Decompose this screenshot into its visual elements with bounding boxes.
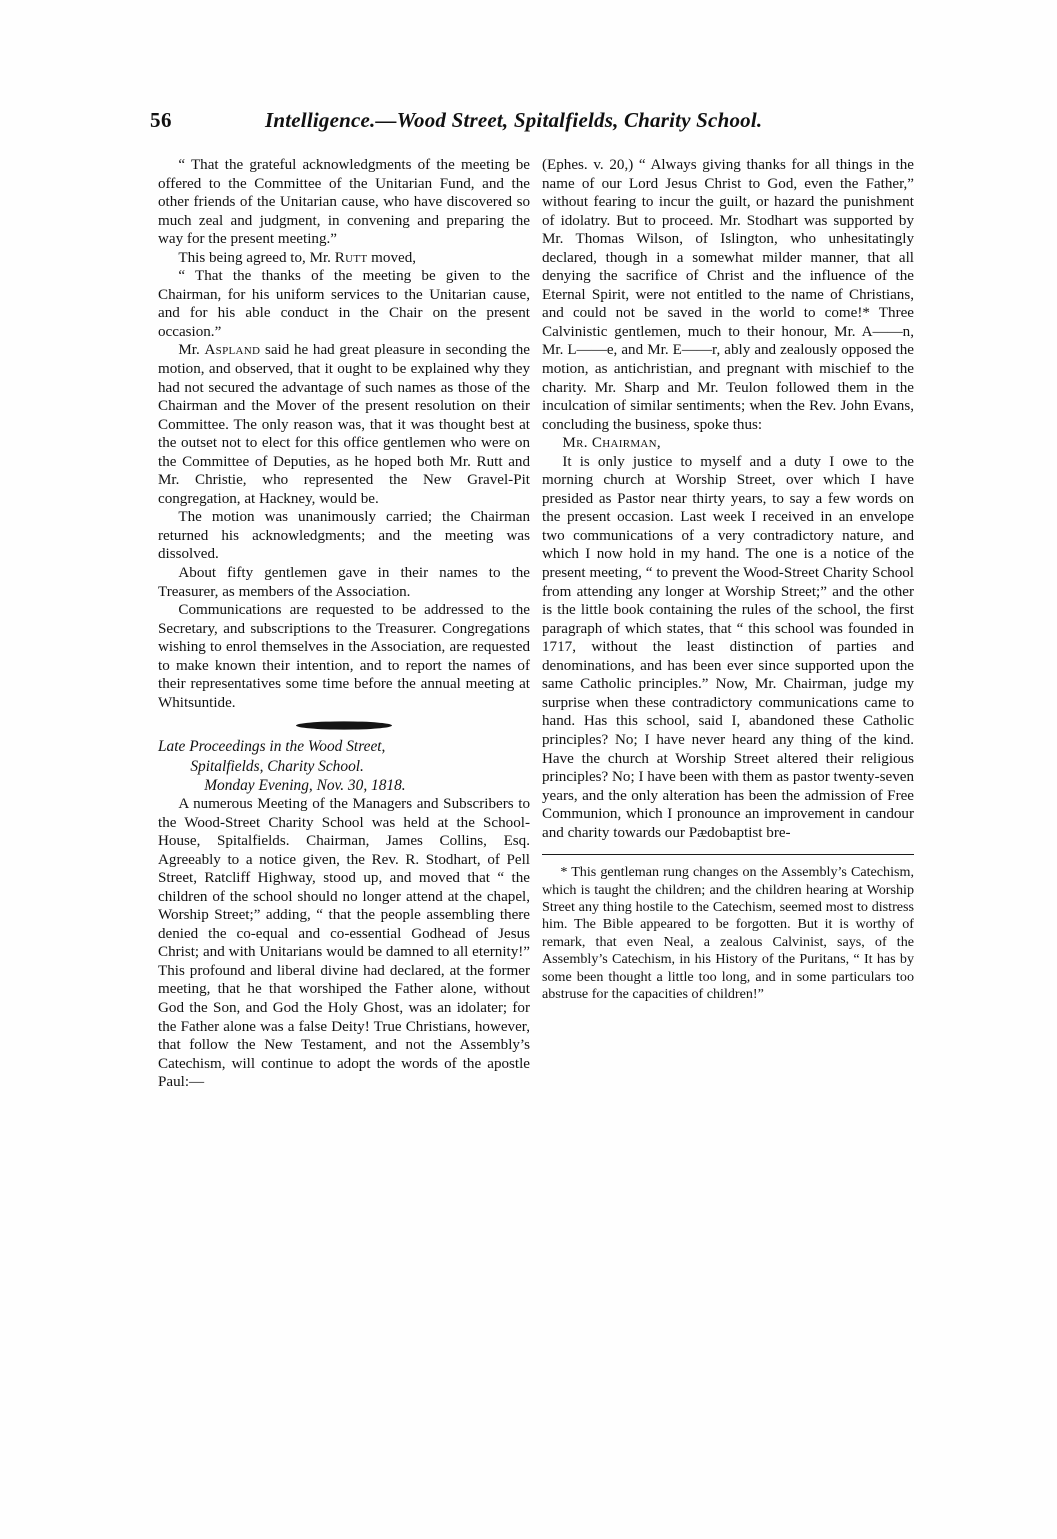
paragraph: (Ephes. v. 20,) “ Always giving thanks for all things in the name of our Lord Jesus Christ to God, even the Father,” without fearing to incur the guilt, or hazard the punishment of idolatry. But to proceed. Mr. Stodhart was supported by Mr. Thomas Wilson, of Islington, who unhesitatingly declared, though in a somewhat milder manner, that all denying the sacrifice of Christ and the influence of the Eternal Spirit, were not entitled to the name of Christians, and could not be saved in the world to come!* Three Calvinistic gentlemen, much to their honour, Mr. A——n, Mr. L——e, and Mr. E——r, ably and zealously opposed the motion, as antichristian, and pregnant with mischief to the charity. Mr. Sharp and Mr. Teulon followed them in the inculcation of similar sentiments; when the Rev. John Evans, concluding the business, spoke thus: [542,157,914,433]
footnote-text: * This gentleman rung changes on the Assembly’s Catechism, which is taught the children; and the children hearing at Worship Street any thing hostile to the Catechism, seemed most to distress him. The Bible appeared to be forgotten. But it is worthy of remark, that even Neal, a zealous Calvinist, says, of the Assembly’s Catechism, in his History of the Puritans, “ It has by some been thought a little too long, and in some particulars too abstruse for the capacities of children!” [542,864,914,1003]
section-heading-line-1: Late Proceedings in the Wood Street, [158,738,386,756]
section-divider [158,721,530,730]
section-heading-line-2: Spitalfields, Charity School. [190,757,364,775]
paragraph-text-tail: moved, [367,249,417,266]
paragraph-aspland [158,341,530,508]
column-right [542,156,914,1003]
footnote-rule [542,854,914,855]
page-number: 56 [150,108,172,132]
column-left [158,156,530,1092]
paragraph: A numerous Meeting of the Managers and Subscribers to the Wood-Street Charity School was held at the School-House, Spitalfields. Chairman, James Collins, Esq. Agreeably to a notice given, the Rev. R. Stodhart, of Pell Street, Ratcliff Highway, stood up, and moved that “ the children of the school should no longer attend at the chapel, Worship Street;” adding, “ that the people assembling there denied the co-equal and co-essential Godhead of Jesus Christ; and with Unitarians would be damned to all eternity!” This profound and liberal divine had declared, at the former meeting, that he that worshiped the Father alone, without God the Son, and God the Holy Ghost, was an idolater; for the Father alone was a false Deity! True Christians, however, that follow the New Testament, and not the Assembly’s Catechism, will continue to adopt the words of the apostle Paul:— [158,796,530,1091]
paragraph-speech: It is only justice to myself and a duty I owe to the morning church at Worship Street, over which I have presided as Pastor near thirty years, to say a few words on the present occasion. Last week I received in an envelope two communications of a very contradictory nature, and which I now hold in my hand. The one is a notice of the present meeting, “ to prevent the Wood-Street Charity School from attending any longer at Worship Street;” and the other is the little book containing the rules of the school, the first paragraph of which states, that “ this school was founded in 1717, without the least distinction of parties and denominations, and has been ever since supported upon the same Catholic principles.” Now, Mr. Chairman, judge my surprise when these contradictory communications came to hand. Has this school, said I, abandoned these Catholic principles? No; I have never heard any thing of the kind. Have the church at Worship Street altered their religious principles? No; I have been with them as pastor twenty-seven years, and the only alteration has been the admission of Free Communion, which I pronounce an improvement in candour and charity towards our Pædobaptist bre- [542,453,914,841]
section-heading [158,737,530,795]
paragraph: About fifty gentlemen gave in their names to the Treasurer, as members of the Association. [158,565,530,600]
paragraph: “ That the grateful acknowledgments of the meeting be offered to the Committee of the Unitarian Fund, and the other friends of the Unitarian cause, who have discovered so much zeal and judgment, in convening and preparing the way for the present meeting.” [158,157,530,248]
name-rutt: Rutt [334,249,368,266]
name-aspland: Aspland [204,342,261,359]
paragraph: The motion was unanimously carried; the Chairman returned his acknowledgments; and the meeting was dissolved. [158,509,530,563]
paragraph-rutt-motion [158,249,530,268]
paragraph: “ That the thanks of the meeting be given to the Chairman, for his uniform services to the Unitarian cause, and for his able conduct in the Chair on the present occasion.” [158,268,530,340]
speech-salutation: Mr. Chairman, [562,435,661,452]
footnote [542,864,914,1003]
running-head [150,108,920,142]
paragraph: Communications are requested to be addressed to the Secretary, and subscriptions to the Treasurer. Congregations wishing to enrol themselves in the Association, are requested to make known their intention, and to report the names of their representatives some time before the annual meeting at Whitsuntide. [158,602,530,711]
lozenge-ornament-icon [296,722,392,730]
paragraph-text: This being agreed to, Mr. [178,249,335,266]
paragraph-text: Mr. [178,342,205,359]
paragraph-text-tail: said he had great pleasure in seconding the motion, and observed, that it ought to be explained why they had not secured the advantage of such names as those of the Chairman and the Mover of the present resolution on their Committee. The only reason was, that it was thought best at the outset not to elect for this office gentlemen who were on the Committee of Deputies, as he hoped both Mr. Rutt and Mr. Christie, who represented the New Gravel-Pit congregation, at Hackney, would be. [158,342,530,507]
section-heading-date: Monday Evening, Nov. 30, 1818. [204,776,406,794]
running-head-title: Intelligence.—Wood Street, Spitalfields, Charity School. [265,108,763,132]
